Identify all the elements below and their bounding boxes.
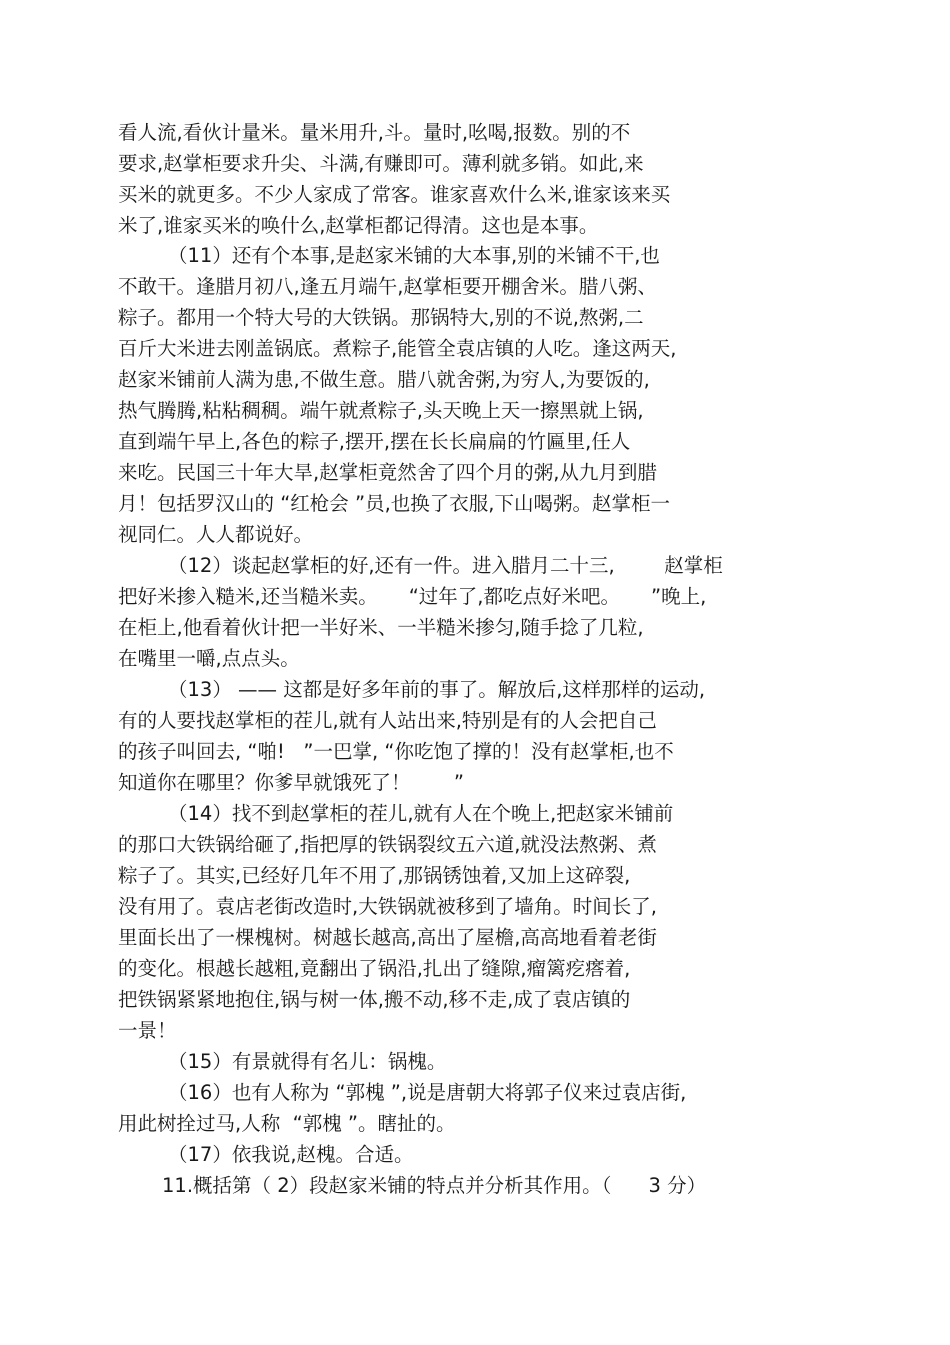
text-line: 的变化。根越长越粗,竟翻出了锅沿,扎出了缝隙,瘤篱疙瘩着, (118, 957, 631, 980)
paragraph-14-line: （14）找不到赵掌柜的茬儿,就有人在个晚上,把赵家米铺前 (168, 802, 674, 825)
text-line: 的孩子叫回去, “啪! ”一巴掌, “你吃饱了撑的！没有赵掌柜,也不 (118, 740, 674, 763)
paragraph-17-line: （17）依我说,赵槐。合适。 (168, 1143, 414, 1166)
text-line: 粽子。都用一个特大号的大铁锅。那锅特大,别的不说,熬粥,二 (118, 306, 644, 329)
text-line: 一景！ (118, 1019, 177, 1042)
paragraph-12-line: （12）谈起赵掌柜的好,还有一件。进入腊月二十三, 赵掌柜 (168, 554, 723, 577)
paragraph-16-line: （16）也有人称为 “郭槐 ”,说是唐朝大将郭子仪来过袁店街, (168, 1081, 687, 1104)
text-line: 来吃。民国三十年大旱,赵掌柜竟然舍了四个月的粥,从九月到腊 (118, 461, 657, 484)
text-line: 在柜上,他看着伙计把一半好米、一半糙米掺匀,随手捻了几粒, (118, 616, 644, 639)
text-line: 百斤大米进去刚盖锅底。煮粽子,能管全袁店镇的人吃。逢这两天, (118, 337, 677, 360)
text-line: 用此树拴过马,人称 “郭槐 ”。瞎扯的。 (118, 1112, 456, 1135)
text-line: 的那口大铁锅给砸了,指把厚的铁锅裂纹五六道,就没法熬粥、煮 (118, 833, 657, 856)
question-11: 11.概括第（ 2）段赵家米铺的特点并分析其作用。（ 3 分） (162, 1174, 707, 1197)
text-line: 把铁锅紧紧地抱住,锅与树一体,搬不动,移不走,成了袁店镇的 (118, 988, 631, 1011)
text-line: 知道你在哪里？你爹早就饿死了！ ” (118, 771, 464, 794)
text-line: 视同仁。人人都说好。 (118, 523, 314, 546)
text-line: 赵家米铺前人满为患,不做生意。腊八就舍粥,为穷人,为要饭的, (118, 368, 650, 391)
text-line: 看人流,看伙计量米。量米用升,斗。量时,吆喝,报数。别的不 (118, 121, 631, 144)
text-line: 不敢干。逢腊月初八,逢五月端午,赵掌柜要开棚舍米。腊八粥、 (118, 275, 657, 298)
text-line: 买米的就更多。不少人家成了常客。谁家喜欢什么米,谁家该来买 (118, 183, 671, 206)
text-line: 有的人要找赵掌柜的茬儿,就有人站出来,特别是有的人会把自己 (118, 709, 657, 732)
text-line: 把好米掺入糙米,还当糙米卖。 “过年了,都吃点好米吧。 ”晚上, (118, 585, 707, 608)
text-line: 在嘴里一嚼,点点头。 (118, 647, 300, 670)
text-line: 里面长出了一棵槐树。树越长越高,高出了屋檐,高高地看着老街 (118, 926, 657, 949)
paragraph-11-line: （11）还有个本事,是赵家米铺的大本事,别的米铺不干,也 (168, 244, 660, 267)
paragraph-15-line: （15）有景就得有名儿：锅槐。 (168, 1050, 447, 1073)
text-line: 没有用了。袁店老街改造时,大铁锅就被移到了墙角。时间长了, (118, 895, 657, 918)
text-line: 热气腾腾,粘粘稠稠。端午就煮粽子,头天晚上天一擦黑就上锅, (118, 399, 644, 422)
text-line: 粽子了。其实,已经好几年不用了,那锅锈蚀着,又加上这碎裂, (118, 864, 631, 887)
text-line: 米了,谁家买米的唤什么,赵掌柜都记得清。这也是本事。 (118, 214, 599, 237)
paragraph-13-line: （13） —— 这都是好多年前的事了。解放后,这样那样的运动, (168, 678, 706, 701)
text-line: 月！包括罗汉山的 “红枪会 ”员,也换了衣服,下山喝粥。赵掌柜一 (118, 492, 670, 515)
text-line: 直到端午早上,各色的粽子,摆开,摆在长长扁扁的竹匾里,任人 (118, 430, 631, 453)
text-line: 要求,赵掌柜要求升尖、斗满,有赚即可。薄利就多销。如此,来 (118, 152, 644, 175)
